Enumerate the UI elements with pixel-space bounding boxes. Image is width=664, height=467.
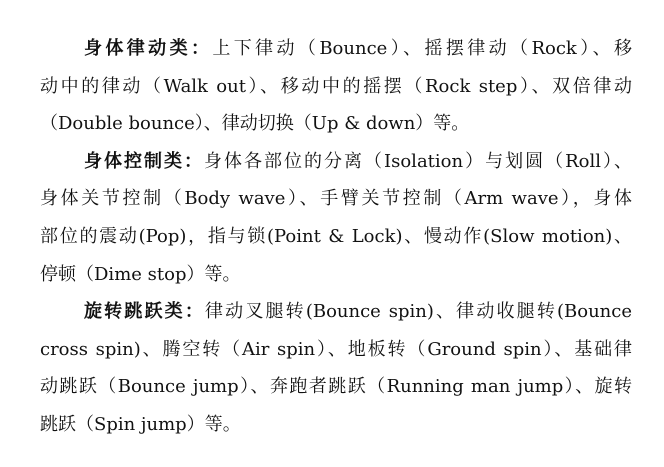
category-heading-spin-jump: 旋转跳跃类： (84, 301, 205, 323)
document-page (40, 30, 632, 444)
body-text: 上下律动（Bounce）、摇摆律动（Rock）、移 (212, 38, 632, 59)
paragraph-body-control-line-2: 身体关节控制（Body wave）、手臂关节控制（Arm wave），身体 (40, 188, 632, 210)
body-text: 身体各部位的分离（Isolation）与划圆（Roll）、 (204, 150, 632, 172)
paragraph-body-control-line-1 (40, 143, 632, 181)
paragraph-body-control-line-4: 停顿（Dime stop）等。 (40, 263, 241, 285)
paragraph-spin-jump-line-1 (40, 293, 632, 331)
body-text: 律动叉腿转(Bounce spin)、律动收腿转(Bounce (205, 301, 632, 323)
paragraph-body-rhythm-line-3: （Double bounce）、律动切换（Up & down）等。 (40, 113, 470, 135)
paragraph-spin-jump-line-3: 动跳跃（Bounce jump）、奔跑者跳跃（Running man jump）、旋转 (40, 376, 632, 398)
category-heading-body-rhythm: 身体律动类： (84, 38, 213, 59)
paragraph-spin-jump-line-2: cross spin)、腾空转（Air spin）、地板转（Ground spin）、基础律 (40, 338, 632, 360)
paragraph-body-control-line-3: 部位的震动(Pop)，指与锁(Point & Lock)、慢动作(Slow motion)、 (40, 225, 632, 247)
category-heading-body-control: 身体控制类： (84, 150, 204, 172)
paragraph-spin-jump-line-4: 跳跃（Spin jump）等。 (40, 413, 241, 435)
paragraph-body-rhythm-line-2: 动中的律动（Walk out）、移动中的摇摆（Rock step）、双倍律动 (40, 75, 632, 97)
paragraph-body-rhythm-line-1 (40, 30, 632, 68)
